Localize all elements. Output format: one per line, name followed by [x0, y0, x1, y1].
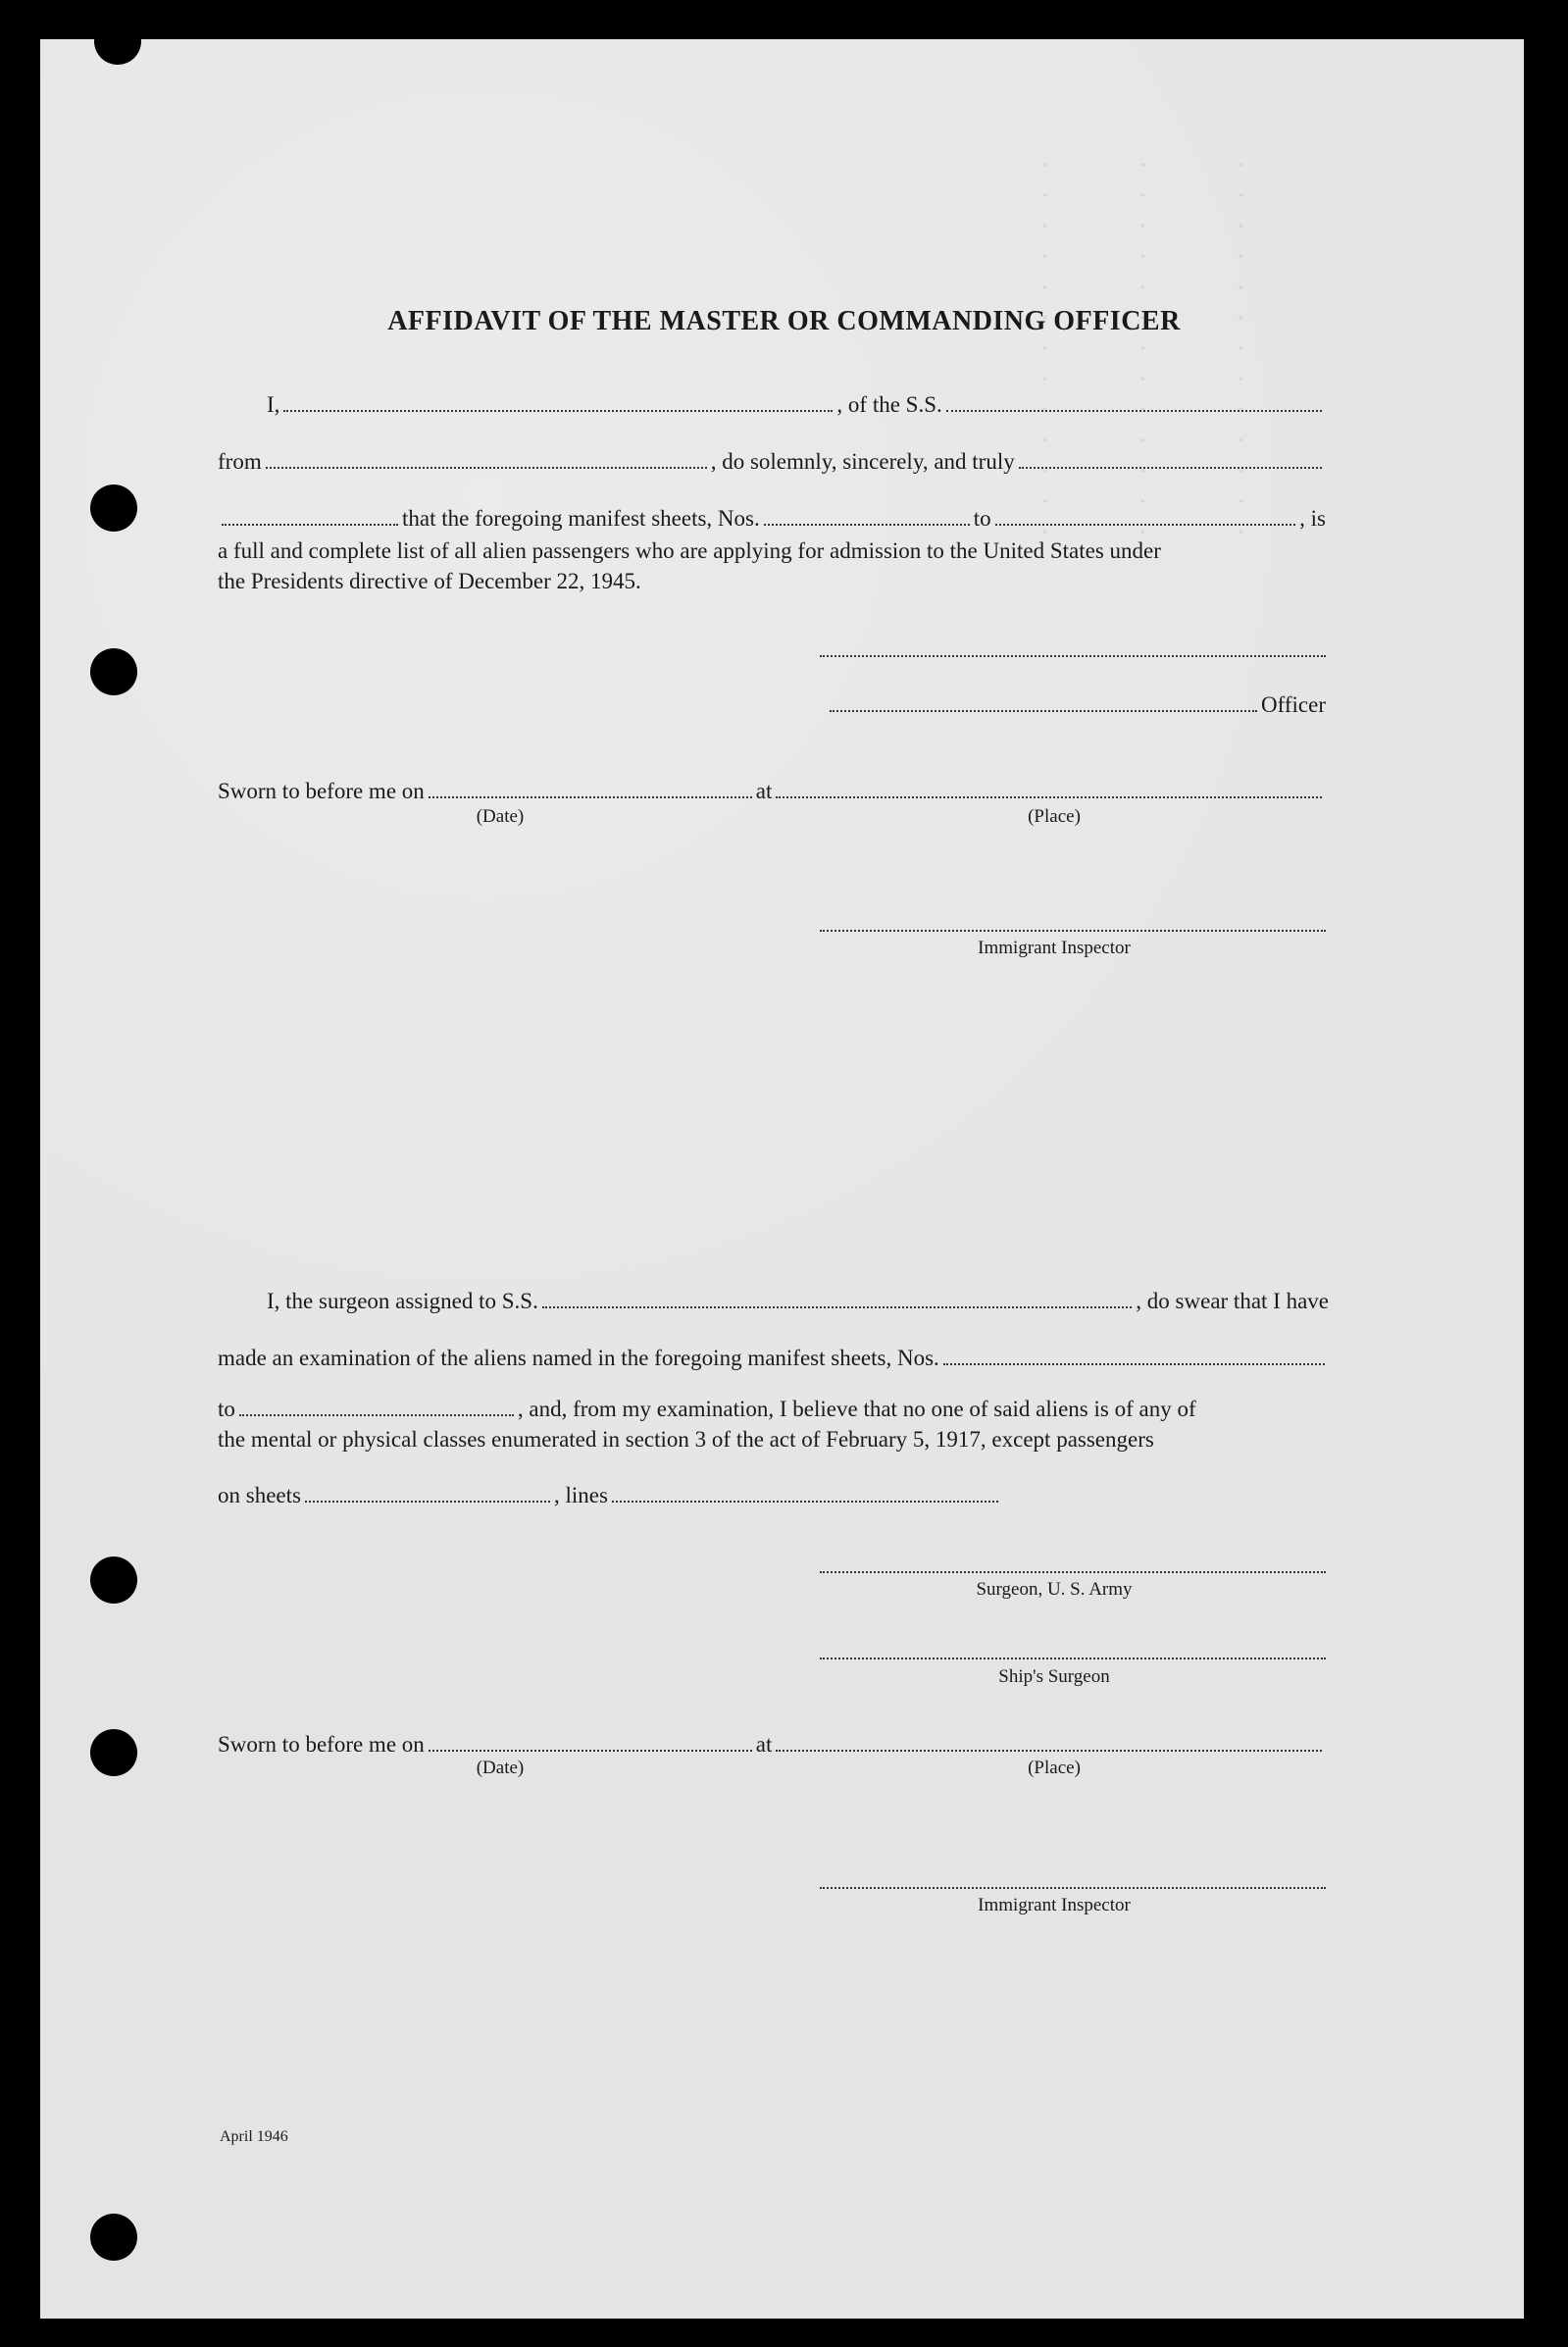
sworn-place-field-2[interactable] [776, 1750, 1322, 1752]
to-label-2: to [218, 1397, 235, 1421]
punch-hole [90, 1729, 137, 1776]
document-page [40, 39, 1524, 2319]
officer-field[interactable] [830, 710, 1257, 712]
officer-line [826, 692, 1326, 718]
master-signature-line[interactable] [820, 655, 1326, 657]
ship-surgeon-caption: Ship's Surgeon [998, 1666, 1110, 1687]
port-from-field[interactable] [266, 467, 707, 469]
i-prefix: I, [267, 392, 280, 417]
statement-line-2: the Presidents directive of December 22, 1945. [218, 569, 641, 593]
statement-line-1: a full and complete list of all alien passengers who are applying for admission to the United States under [218, 538, 1161, 563]
examination-label: made an examination of the aliens named in the foregoing manifest sheets, Nos. [218, 1346, 939, 1370]
place-caption-2: (Place) [1028, 1758, 1081, 1778]
surgeon-ship-field[interactable] [542, 1306, 1132, 1308]
examination-statement: , and, from my examination, I believe that no one of said aliens is of any of [517, 1397, 1196, 1421]
inspector-caption-2: Immigrant Inspector [978, 1895, 1131, 1915]
punch-hole [90, 485, 137, 532]
master-name-field[interactable] [283, 410, 833, 412]
punch-hole [90, 648, 137, 695]
at-label: at [755, 779, 773, 803]
army-surgeon-signature-line[interactable] [820, 1571, 1326, 1573]
surgeon-line-1 [267, 1289, 1329, 1314]
swear-field[interactable] [1019, 467, 1322, 469]
sheets-from-field[interactable] [764, 524, 970, 526]
punch-hole [90, 2214, 137, 2261]
manifest-label: that the foregoing manifest sheets, Nos. [402, 506, 760, 531]
sworn-label: Sworn to before me on [218, 779, 425, 803]
at-label-2: at [755, 1732, 773, 1757]
date-caption-2: (Date) [476, 1758, 525, 1778]
surgeon-line-5 [218, 1483, 1002, 1508]
army-surgeon-caption: Surgeon, U. S. Army [976, 1579, 1133, 1600]
punch-hole [90, 1556, 137, 1604]
except-sheets-field[interactable] [305, 1501, 550, 1503]
is-label: , is [1299, 506, 1326, 531]
surgeon-assigned-label: I, the surgeon assigned to S.S. [267, 1289, 538, 1313]
inspector-signature-line[interactable] [820, 930, 1326, 932]
sworn-label-2: Sworn to before me on [218, 1732, 425, 1757]
except-lines-field[interactable] [612, 1501, 998, 1503]
form-date: April 1946 [220, 2128, 288, 2145]
from-label: from [218, 449, 262, 474]
inspector-signature-line-2[interactable] [820, 1887, 1326, 1889]
master-line-2 [218, 449, 1326, 475]
sworn-line-1 [218, 779, 1326, 804]
do-solemnly-label: , do solemnly, sincerely, and truly [710, 449, 1015, 474]
master-line-1 [267, 392, 1326, 418]
bleed-through-text: · · · · · · · · · · · · · [1226, 157, 1255, 540]
lines-label: , lines [553, 1483, 608, 1507]
master-line-3 [218, 506, 1326, 532]
sworn-date-field-2[interactable] [429, 1750, 752, 1752]
bleed-through-text: · · · · · · · · · · · · · [1030, 157, 1059, 540]
inspector-caption: Immigrant Inspector [978, 938, 1131, 958]
sworn-line-2 [218, 1732, 1326, 1758]
date-caption: (Date) [476, 806, 525, 827]
classes-statement: the mental or physical classes enumerated in section 3 of the act of February 5, 1917, except passengers [218, 1427, 1154, 1452]
of-ss-label: , of the S.S. [836, 392, 942, 417]
declaration-field[interactable] [222, 524, 398, 526]
to-label: to [973, 506, 991, 531]
surgeon-line-3 [218, 1397, 1329, 1422]
examined-sheets-from-field[interactable] [943, 1363, 1325, 1365]
do-swear-label: , do swear that I have [1136, 1289, 1329, 1313]
bleed-through-text: · · · · · · · · · · · · · [1128, 157, 1157, 540]
examined-sheets-to-field[interactable] [239, 1414, 514, 1416]
form-title: AFFIDAVIT OF THE MASTER OR COMMANDING OFFICER [387, 306, 1181, 336]
sworn-date-field[interactable] [429, 796, 752, 798]
place-caption: (Place) [1028, 806, 1081, 827]
sworn-place-field[interactable] [776, 796, 1322, 798]
punch-hole [94, 18, 141, 65]
ship-surgeon-signature-line[interactable] [820, 1658, 1326, 1659]
ship-name-field[interactable] [946, 410, 1322, 412]
officer-label: Officer [1261, 692, 1326, 717]
on-sheets-label: on sheets [218, 1483, 301, 1507]
sheets-to-field[interactable] [995, 524, 1296, 526]
surgeon-line-2 [218, 1346, 1329, 1371]
